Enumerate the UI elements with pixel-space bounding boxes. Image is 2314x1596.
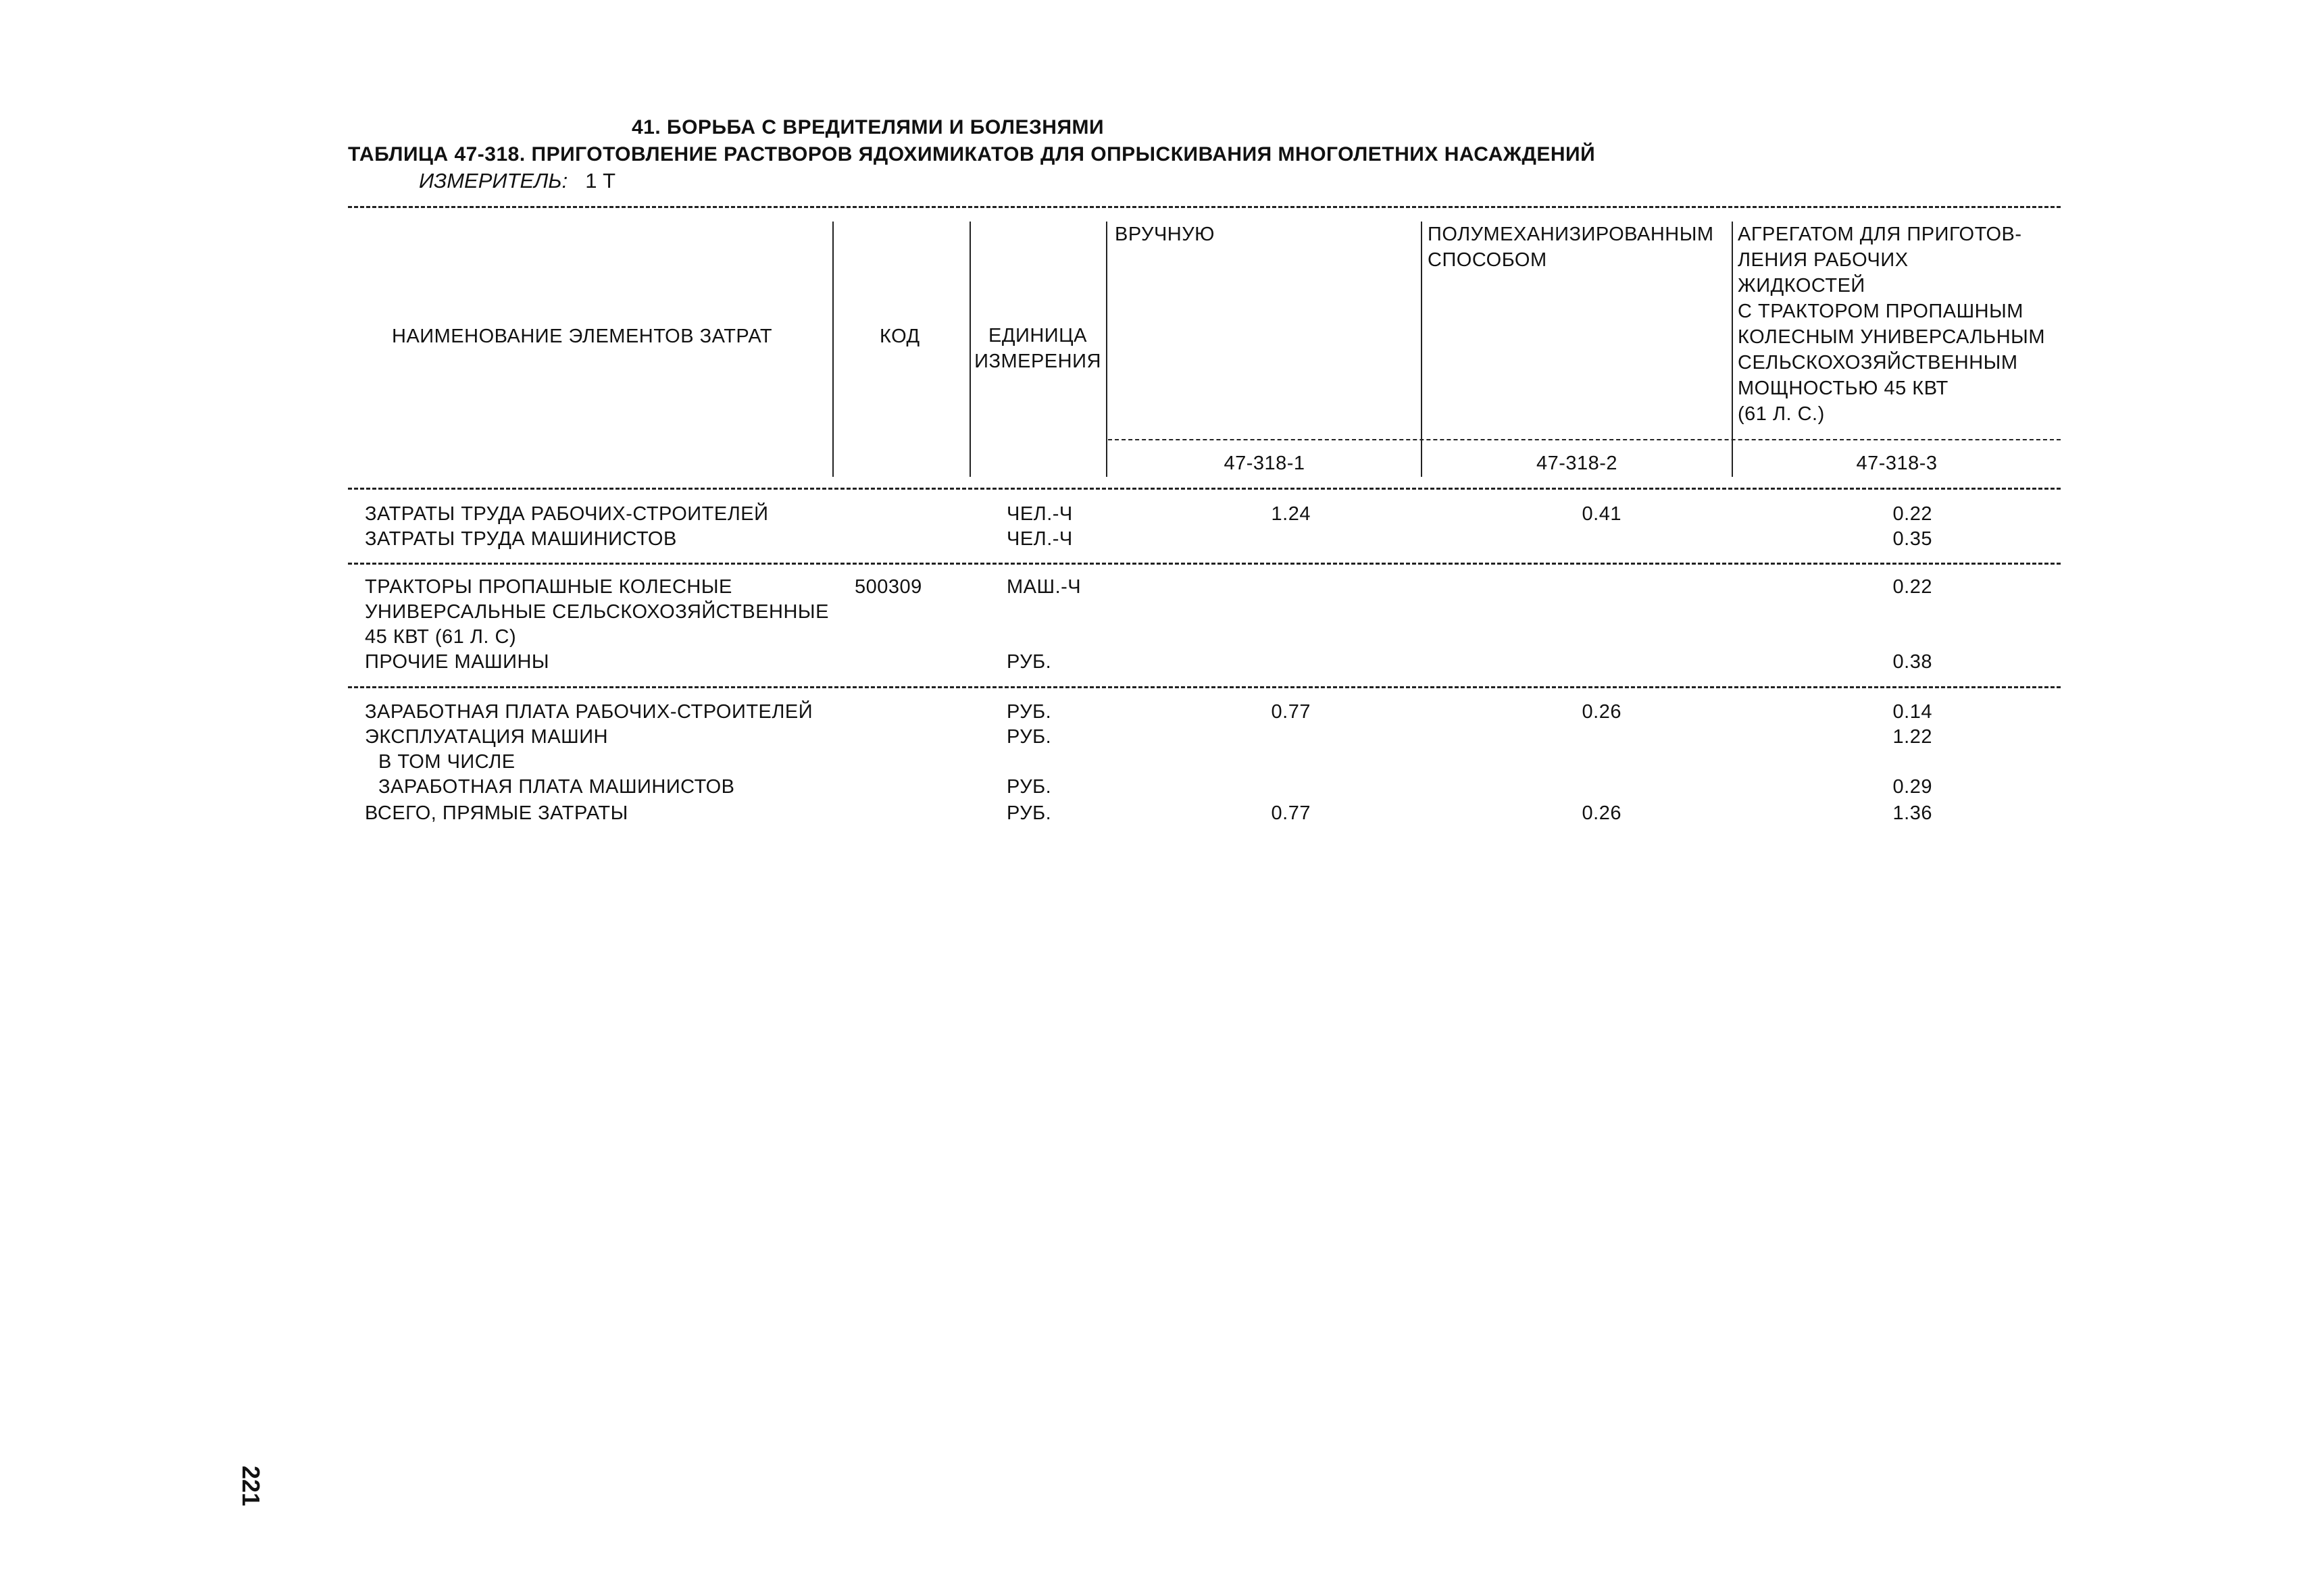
header-method-line: АГРЕГАТОМ ДЛЯ ПРИГОТОВ- <box>1738 224 2022 245</box>
row-value-semimechanized: 0.41 <box>1582 503 1621 525</box>
group-rule <box>348 686 2061 688</box>
header-method-semimechanized <box>1428 222 1714 273</box>
header-method-line: ЛЕНИЯ РАБОЧИХ <box>1738 249 1909 271</box>
header-unit-line: ЕДИНИЦА <box>988 325 1087 346</box>
row-name: 45 КВТ (61 Л. С) <box>365 626 517 648</box>
header-code-semimechanized: 47-318-2 <box>1536 453 1618 474</box>
row-name: УНИВЕРСАЛЬНЫЕ СЕЛЬСКОХОЗЯЙСТВЕННЫЕ <box>365 601 829 623</box>
col-separator <box>1106 222 1107 477</box>
header-code-manual: 47-318-1 <box>1224 453 1305 474</box>
header-code-column: КОД <box>880 326 920 347</box>
row-value-manual: 0.77 <box>1271 701 1311 723</box>
row-name: ЭКСПЛУАТАЦИЯ МАШИН <box>365 726 609 748</box>
row-unit: РУБ. <box>1007 776 1052 798</box>
measure-value: 1 Т <box>585 169 616 192</box>
measure-label: ИЗМЕРИТЕЛЬ: <box>419 169 568 192</box>
row-unit: МАШ.-Ч <box>1007 576 1082 598</box>
row-value-manual: 0.77 <box>1271 802 1311 824</box>
row-name: ТРАКТОРЫ ПРОПАШНЫЕ КОЛЕСНЫЕ <box>365 576 732 598</box>
row-value-aggregate: 1.22 <box>1892 726 1932 748</box>
row-value-aggregate: 0.22 <box>1892 576 1932 598</box>
header-bottom-rule <box>348 488 2061 490</box>
row-value-aggregate: 0.14 <box>1892 701 1932 723</box>
header-method-line: ВРУЧНУЮ <box>1115 224 1215 245</box>
group-rule <box>348 563 2061 565</box>
row-code: 500309 <box>855 576 922 598</box>
row-name: ЗАТРАТЫ ТРУДА РАБОЧИХ-СТРОИТЕЛЕЙ <box>365 503 769 525</box>
header-method-line: С ТРАКТОРОМ ПРОПАШНЫМ <box>1738 301 2023 322</box>
header-method-line: (61 Л. С.) <box>1738 403 1825 425</box>
row-value-semimechanized: 0.26 <box>1582 701 1621 723</box>
row-name: ПРОЧИЕ МАШИНЫ <box>365 651 550 673</box>
row-value-aggregate: 0.38 <box>1892 651 1932 673</box>
header-method-line: СЕЛЬСКОХОЗЯЙСТВЕННЫМ <box>1738 352 2018 374</box>
row-unit: РУБ. <box>1007 802 1052 824</box>
row-value-aggregate: 0.22 <box>1892 503 1932 525</box>
header-method-line: ЖИДКОСТЕЙ <box>1738 275 1865 297</box>
header-method-line: КОЛЕСНЫМ УНИВЕРСАЛЬНЫМ <box>1738 326 2045 348</box>
row-name: ВСЕГО, ПРЯМЫЕ ЗАТРАТЫ <box>365 802 628 824</box>
section-title: 41. БОРЬБА С ВРЕДИТЕЛЯМИ И БОЛЕЗНЯМИ <box>632 116 1105 138</box>
row-unit: РУБ. <box>1007 726 1052 748</box>
row-value-aggregate: 1.36 <box>1892 802 1932 824</box>
header-method-line: МОЩНОСТЬЮ 45 КВТ <box>1738 378 1948 399</box>
header-method-line: СПОСОБОМ <box>1428 249 1547 271</box>
col-separator <box>832 222 834 477</box>
header-unit-column <box>971 323 1105 374</box>
row-name: ЗАРАБОТНАЯ ПЛАТА МАШИНИСТОВ <box>378 776 735 798</box>
row-name: ЗАРАБОТНАЯ ПЛАТА РАБОЧИХ-СТРОИТЕЛЕЙ <box>365 701 813 723</box>
row-value-manual: 1.24 <box>1271 503 1311 525</box>
row-value-aggregate: 0.29 <box>1892 776 1932 798</box>
row-unit: ЧЕЛ.-Ч <box>1007 528 1073 550</box>
page-number: 221 <box>237 1466 265 1507</box>
measure-line <box>419 169 615 193</box>
header-unit-line: ИЗМЕРЕНИЯ <box>974 351 1101 372</box>
header-code-aggregate: 47-318-3 <box>1856 453 1938 474</box>
header-method-aggregate <box>1738 222 2045 427</box>
row-value-aggregate: 0.35 <box>1892 528 1932 550</box>
header-method-manual <box>1115 222 1215 247</box>
table-title: ТАБЛИЦА 47-318. ПРИГОТОВЛЕНИЕ РАСТВОРОВ ЯДОХИМИКАТОВ ДЛЯ ОПРЫСКИВАНИЯ МНОГОЛЕТНИХ НАСАЖДЕНИЙ <box>348 143 1596 165</box>
header-name-column: НАИМЕНОВАНИЕ ЭЛЕМЕНТОВ ЗАТРАТ <box>392 326 773 347</box>
header-sub-rule <box>1108 439 2061 440</box>
header-method-line: ПОЛУМЕХАНИЗИРОВАННЫМ <box>1428 224 1714 245</box>
row-unit: РУБ. <box>1007 701 1052 723</box>
row-value-semimechanized: 0.26 <box>1582 802 1621 824</box>
row-unit: РУБ. <box>1007 651 1052 673</box>
table-top-rule <box>348 206 2061 208</box>
row-unit: ЧЕЛ.-Ч <box>1007 503 1073 525</box>
row-name: В ТОМ ЧИСЛЕ <box>378 751 515 773</box>
row-name: ЗАТРАТЫ ТРУДА МАШИНИСТОВ <box>365 528 677 550</box>
